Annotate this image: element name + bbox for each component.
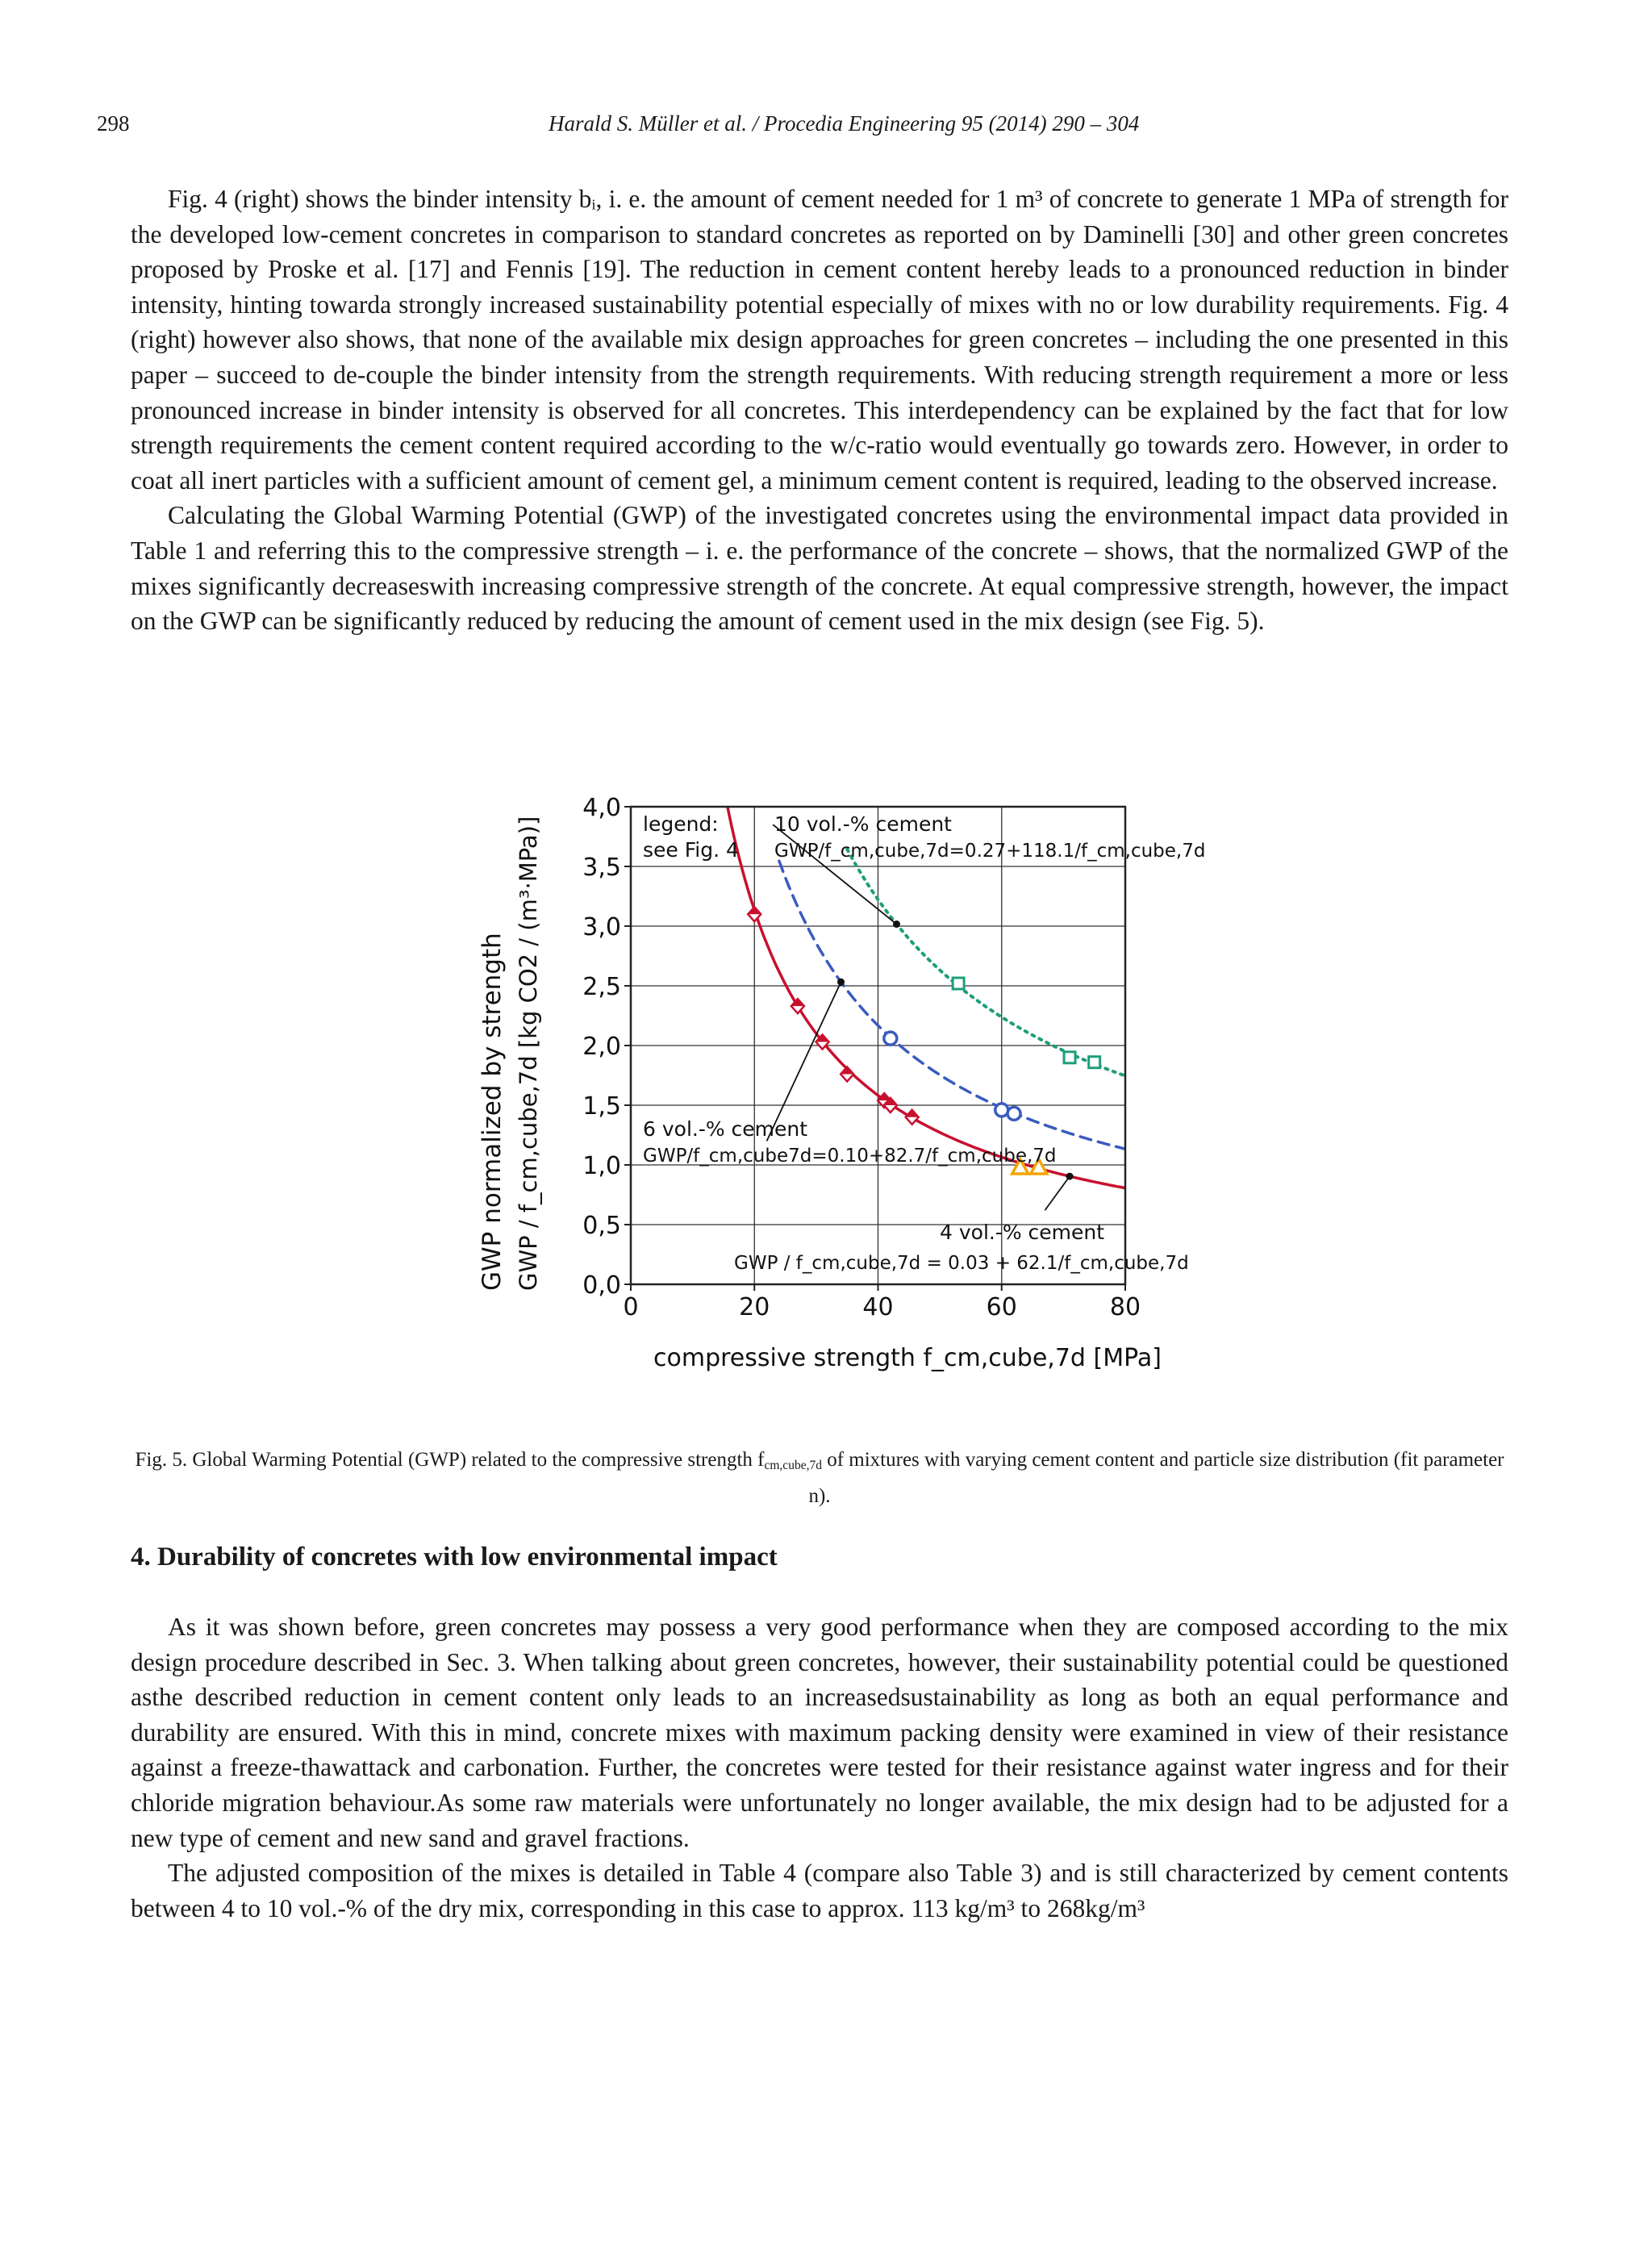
data-point-circle (884, 1032, 897, 1045)
data-point-square (1089, 1057, 1100, 1068)
page-number: 298 (97, 111, 130, 136)
running-title: Harald S. Müller et al. / Procedia Engineering 95 (2014) 290 – 304 (549, 111, 1140, 136)
x-tick-label: 0 (623, 1293, 639, 1321)
caption-text-end: of mixtures with varying cement content and particle size distribution (fit parameter n). (808, 1449, 1504, 1507)
caption-text: Fig. 5. Global Warming Potential (GWP) related to the compressive strength f (135, 1449, 765, 1471)
paragraph: As it was shown before, green concretes may possess a very good performance when they are composed according to the mix design procedure described in Sec. 3. When talking about green concretes, however, their sustainability potential could be questioned asthe described reduction in cement content only leads to an increasedsustainability as long as both an equal performance and durability are ensured. With this in mind, concrete mixes with maximum packing density were examined in view of their resistance against a freeze-thawattack and carbonation. Further, the concretes were tested for their resistance against water ingress and for their chloride migration behaviour.As some raw materials were unfortunately no longer available, the mix design had to be adjusted for a new type of cement and new sand and gravel fractions. (131, 1613, 1508, 1852)
data-point-circle (995, 1104, 1008, 1117)
x-tick-label: 80 (1109, 1293, 1141, 1321)
data-point-square (953, 978, 964, 989)
figure-5 (476, 787, 1206, 1408)
series-label-4: 4 vol.-% cement (940, 1221, 1105, 1244)
y-tick-label: 3,5 (582, 854, 621, 882)
legend-see-fig: see Fig. 4 (643, 838, 739, 862)
y-tick-label: 1,5 (582, 1092, 621, 1121)
data-point-square (1064, 1052, 1075, 1063)
leader-dot (837, 979, 845, 986)
caption-subscript: cm,cube,7d (764, 1458, 822, 1472)
paragraph: The adjusted composition of the mixes is detailed in Table 4 (compare also Table 3) and is still characterized by cement contents between 4 to 10 vol.-% of the dry mix, corresponding in this case to approx. 113 kg/m³ to 268kg/m³ (131, 1859, 1508, 1922)
y-tick-label: 4,0 (582, 794, 621, 822)
paragraph: Calculating the Global Warming Potential (GWP) of the investigated concretes using the environmental impact data provided in Table 1 and referring this to the compressive strength – i. e. the performance of the concrete – shows, that the normalized GWP of the mixes significantly decreaseswith increasing compressive strength of the concrete. At equal compressive strength, however, the impact on the GWP can be significantly reduced by reducing the amount of cement used in the mix design (see Fig. 5). (131, 501, 1508, 636)
y-tick-label: 0,0 (582, 1271, 621, 1300)
page-header (0, 111, 1652, 144)
y-tick-label: 3,0 (582, 913, 621, 941)
data-point-circle (1007, 1107, 1020, 1120)
y-axis-label-1: GWP normalized by strength (478, 933, 507, 1291)
equation-6: GWP/f_cm,cube7d=0.10+82.7/f_cm,cube,7d (643, 1146, 1057, 1167)
leader-line (1045, 1176, 1070, 1210)
series-label-10: 10 vol.-% cement (774, 812, 952, 836)
section-heading: 4. Durability of concretes with low environmental impact (131, 1542, 778, 1572)
leader-dot (1066, 1173, 1074, 1180)
y-axis-label-2: GWP / f_cm,cube,7d [kg CO2 / (m³·MPa)] (515, 816, 542, 1291)
body-text-bottom (131, 1609, 1508, 1926)
x-tick-label: 40 (862, 1293, 894, 1321)
x-tick-label: 20 (739, 1293, 770, 1321)
x-tick-label: 60 (986, 1293, 1017, 1321)
equation-10: GWP/f_cm,cube,7d=0.27+118.1/f_cm,cube,7d (774, 841, 1206, 862)
y-tick-label: 0,5 (582, 1212, 621, 1240)
equation-4: GWP / f_cm,cube,7d = 0.03 + 62.1/f_cm,cube,7d (734, 1253, 1189, 1274)
figure-caption (131, 1442, 1508, 1514)
gwp-chart (476, 787, 1206, 1408)
y-tick-label: 1,0 (582, 1152, 621, 1180)
body-text-top (131, 182, 1508, 639)
legend-label: legend: (643, 812, 719, 836)
y-tick-label: 2,5 (582, 973, 621, 1001)
leader-dot (893, 920, 900, 928)
x-axis-label: compressive strength f_cm,cube,7d [MPa] (653, 1344, 1162, 1372)
gridlines (631, 807, 1125, 1284)
paragraph: Fig. 4 (right) shows the binder intensity bᵢ, i. e. the amount of cement needed for 1 m³ of concrete to generate 1 MPa of strength for the developed low-cement concretes in comparison to standard concretes as reported on by Daminelli [30] and other green concretes proposed by Proske et al. [17] and Fennis [19]. The reduction in cement content hereby leads to a pronounced reduction in binder intensity, hinting towarda strongly increased sustainability potential especially of mixes with no or low durability requirements. Fig. 4 (right) however also shows, that none of the available mix design approaches for green concretes – including the one presented in this paper – succeed to de-couple the binder intensity from the strength requirements. With reducing strength requirement a more or less pronounced increase in binder intensity is observed for all concretes. This interdependency can be explained by the fact that for low strength requirements the cement content required according to the w/c-ratio would eventually go towards zero. However, in order to coat all inert particles with a sufficient amount of cement gel, a minimum cement content is required, leading to the observed increase. (131, 185, 1508, 495)
series-label-6: 6 vol.-% cement (643, 1117, 808, 1141)
y-tick-label: 2,0 (582, 1033, 621, 1061)
